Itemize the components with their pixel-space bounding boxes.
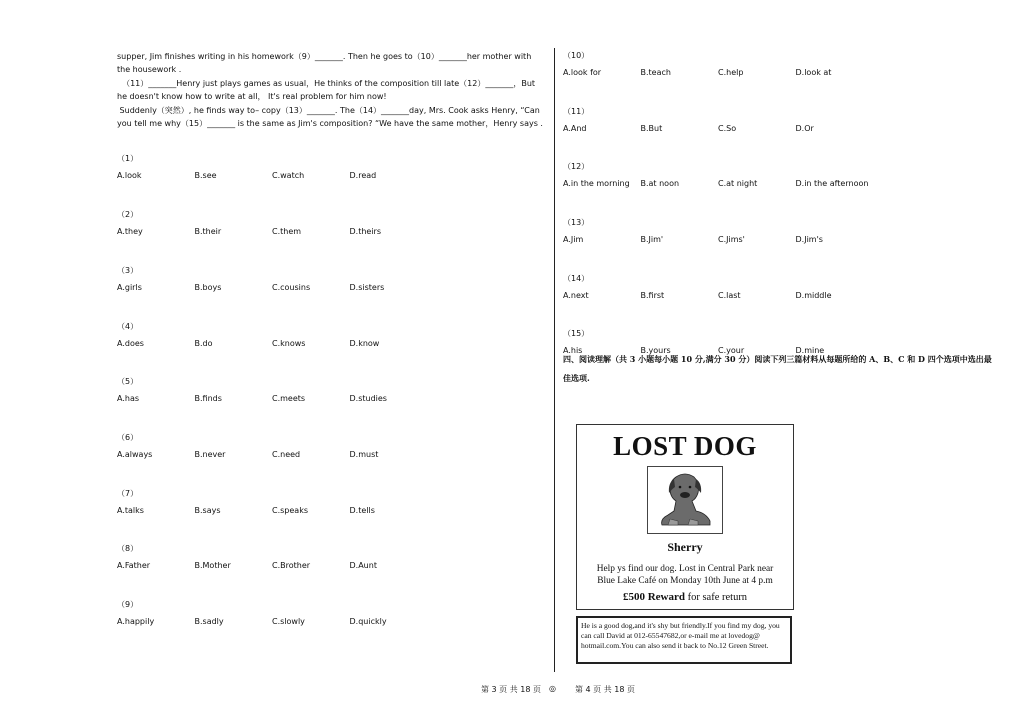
option-b[interactable]: B.yours (640, 346, 671, 356)
option-b[interactable]: B.Mother (194, 561, 231, 571)
option-c[interactable]: C.them (272, 227, 302, 237)
question-number: （10） (563, 51, 590, 60)
right-page (563, 0, 993, 680)
option-b[interactable]: B.at noon (640, 179, 680, 189)
section-heading: 四、阅读理解（共 3 小题每小题 10 分,满分 30 分）阅读下列三篇材料从每题所给的 A、B、C 和 D 四个选项中选出最佳选项. (563, 354, 992, 384)
question-number: （6） (117, 432, 139, 442)
option-d[interactable]: D.know (349, 338, 380, 348)
option-a[interactable]: A.And (563, 123, 587, 133)
question-number: （15） (563, 329, 590, 339)
option-d[interactable]: D.look at (795, 68, 832, 77)
lost-dog-poster (576, 424, 794, 610)
option-c[interactable]: C.watch (272, 171, 305, 181)
right-question-list (563, 40, 993, 356)
option-b[interactable]: B.see (194, 171, 217, 181)
question-number: （4） (117, 321, 139, 331)
contact-note: He is a good dog,and it's shy but friendly.If you find my dog, you can call David at 012-65547682,or e-mail me at lovedog@ hotmail.com.You can also send it back to No.12 Green Street. (576, 616, 792, 664)
option-c[interactable]: C.need (272, 449, 301, 459)
question-number: （9） (117, 599, 139, 609)
left-page (117, 0, 545, 680)
option-d[interactable]: D.studies (349, 394, 387, 404)
question (563, 40, 993, 96)
option-c[interactable]: C.knows (272, 338, 306, 348)
question-number: （11） (563, 106, 590, 116)
option-c[interactable]: C.meets (272, 394, 306, 404)
question (117, 311, 545, 367)
option-a[interactable]: A.Father (117, 561, 151, 571)
option-a[interactable]: A.does (117, 338, 144, 348)
option-c[interactable]: C.cousins (272, 282, 311, 292)
question (117, 199, 545, 255)
cloze-passage (117, 50, 545, 130)
option-d[interactable]: D.quickly (349, 616, 387, 626)
option-a[interactable]: A.in the morning (563, 179, 630, 189)
option-a[interactable]: A.Jim (563, 235, 584, 245)
dog-name: Sherry (667, 540, 703, 554)
passage-paragraph: supper, Jim finishes writing in his homework（9）_______. Then he goes to（10）_______her mother with the housework . (117, 52, 532, 75)
option-d[interactable]: D.Aunt (349, 561, 377, 571)
page-number-right: 第 4 页 共 18 页 (575, 685, 635, 694)
question (117, 422, 545, 478)
help-line: Help ys find our dog. Lost in Central Park near (596, 564, 774, 574)
question (117, 533, 545, 589)
question (117, 478, 545, 534)
option-d[interactable]: D.Or (795, 123, 814, 133)
option-d[interactable]: D.must (349, 449, 379, 459)
option-d[interactable]: D.mine (795, 346, 825, 356)
option-d[interactable]: D.sisters (349, 282, 385, 292)
reward-line (577, 591, 793, 603)
question (117, 589, 545, 645)
question (563, 263, 993, 319)
option-b[interactable]: B.never (194, 449, 226, 459)
option-a[interactable]: A.they (117, 227, 143, 237)
footer-separator: ◎ (549, 684, 556, 693)
question-number: （13） (563, 218, 590, 228)
option-a[interactable]: A.always (117, 449, 153, 459)
option-c[interactable]: C.Brother (272, 561, 311, 571)
question-number: （5） (117, 377, 139, 387)
option-b[interactable]: B.finds (194, 394, 222, 404)
option-b[interactable]: B.first (640, 290, 665, 300)
page-divider (554, 48, 555, 672)
option-c[interactable]: C.your (718, 346, 745, 356)
question-number: （2） (117, 210, 139, 220)
option-b[interactable]: B.their (194, 227, 222, 237)
option-c[interactable]: C.last (718, 290, 741, 300)
option-a[interactable]: A.his (563, 346, 583, 356)
option-b[interactable]: B.But (640, 123, 663, 133)
passage-paragraph: （11）_______Henry just plays games as usual，He thinks of the composition till late（12）_______，But he doesn't know how to write at all， It's real problem for him now! (117, 78, 536, 102)
question-number: （7） (117, 488, 139, 498)
poster-help-text (577, 563, 793, 587)
option-a[interactable]: A.girls (117, 282, 142, 292)
option-b[interactable]: B.boys (194, 282, 222, 292)
reward-amount: £500 Reward (622, 591, 685, 603)
question (117, 366, 545, 422)
option-b[interactable]: B.sadly (194, 616, 224, 626)
option-d[interactable]: D.middle (795, 290, 832, 300)
option-b[interactable]: B.Jim' (640, 235, 664, 245)
option-d[interactable]: D.theirs (349, 227, 382, 237)
question-number: （8） (117, 544, 139, 554)
option-b[interactable]: B.do (194, 338, 213, 348)
question-number: （14） (563, 273, 590, 283)
question (563, 318, 993, 356)
option-a[interactable]: A.has (117, 394, 140, 404)
question (563, 151, 993, 207)
question (117, 255, 545, 311)
option-c[interactable]: C.at night (718, 179, 758, 189)
help-line: Blue Lake Café on Monday 10th June at 4 p.m (597, 576, 773, 586)
option-a[interactable]: A.next (563, 290, 589, 300)
question (563, 96, 993, 152)
question-number: （12） (563, 162, 590, 172)
option-a[interactable]: A.look for (563, 68, 602, 77)
question (563, 207, 993, 263)
page-number-left: 第 3 页 共 18 页 (481, 685, 541, 694)
poster-title: LOST DOG (613, 431, 757, 461)
option-a[interactable]: A.talks (117, 505, 144, 515)
question-number: （1） (117, 154, 139, 164)
option-d[interactable]: D.read (349, 171, 377, 181)
reward-text: for safe return (684, 592, 748, 603)
option-c[interactable]: C.Jims' (718, 235, 745, 245)
option-a[interactable]: A.happily (117, 616, 155, 626)
question (117, 143, 545, 199)
option-b[interactable]: B.teach (640, 68, 671, 77)
option-c[interactable]: C.speaks (272, 505, 308, 515)
left-question-list (117, 143, 545, 644)
option-c[interactable]: C.help (718, 68, 744, 77)
option-a[interactable]: A.look (117, 171, 142, 181)
option-b[interactable]: B.says (194, 505, 221, 515)
dog-photo-icon (647, 466, 723, 534)
option-d[interactable]: D.tells (349, 505, 375, 515)
passage-paragraph: Suddenly（突然）, he finds way to– copy（13）_______. The（14）_______day, Mrs. Cook asks Henry, “Can you tell me why（15）_______ is the same as Jim's composition? “We have the same mother，Henry says . (117, 105, 543, 129)
option-c[interactable]: C.So (718, 123, 737, 133)
option-d[interactable]: D.Jim's (795, 235, 823, 245)
option-d[interactable]: D.in the afternoon (795, 179, 869, 189)
option-c[interactable]: C.slowly (272, 616, 305, 626)
question-number: （3） (117, 265, 139, 275)
